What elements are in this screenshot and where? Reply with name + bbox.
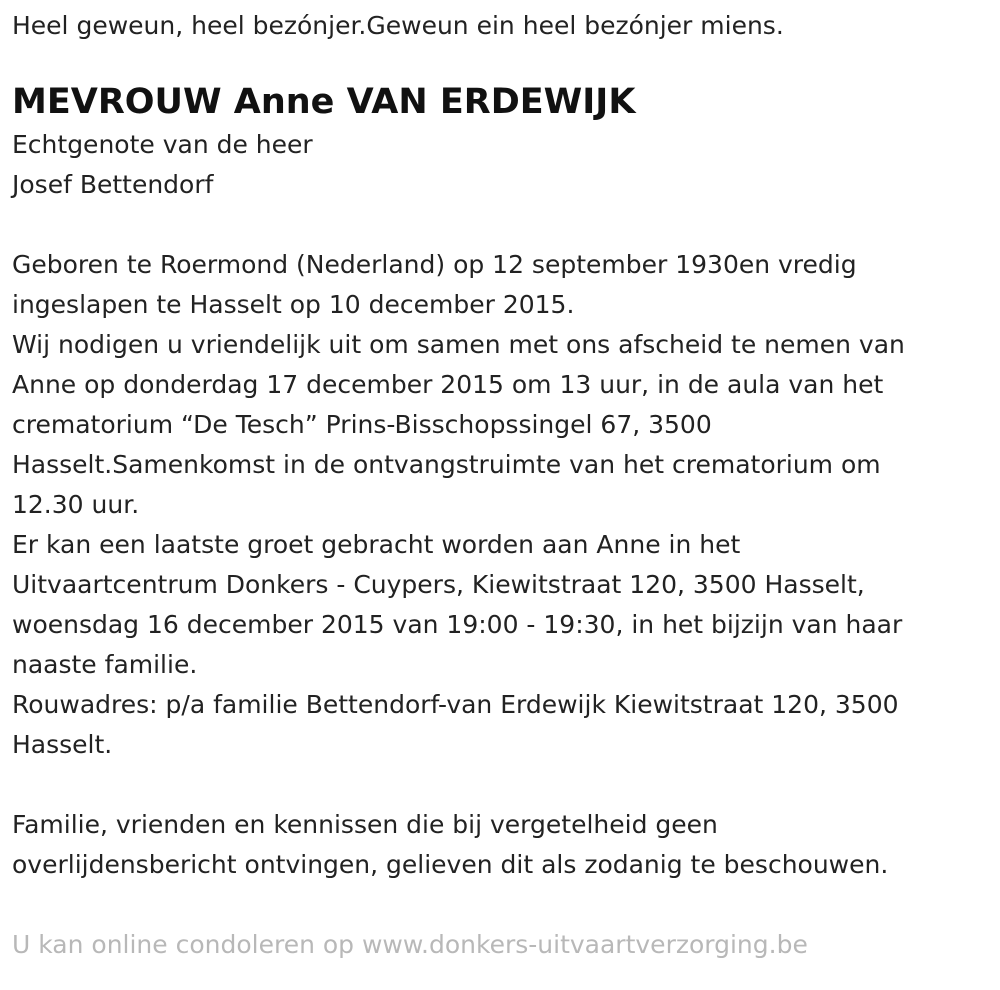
spacer <box>12 885 988 925</box>
body-line: ingeslapen te Hasselt op 10 december 2015. <box>12 290 575 319</box>
spouse-line-1: Echtgenote van de heer <box>12 130 313 159</box>
body-line: woensdag 16 december 2015 van 19:00 - 19:30, in het bijzijn van haar <box>12 610 903 639</box>
notice-line: overlijdensbericht ontvingen, gelieven dit als zodanig te beschouwen. <box>12 850 889 879</box>
spacer <box>12 205 988 245</box>
obituary-body <box>12 245 988 765</box>
body-line: Rouwadres: p/a familie Bettendorf-van Erdewijk Kiewitstraat 120, 3500 <box>12 690 899 719</box>
body-line: naaste familie. <box>12 650 198 679</box>
condolence-footer: U kan online condoleren op www.donkers-uitvaartverzorging.be <box>12 930 808 959</box>
body-line: Er kan een laatste groet gebracht worden aan Anne in het <box>12 530 741 559</box>
body-line: Anne op donderdag 17 december 2015 om 13 uur, in de aula van het <box>12 370 884 399</box>
body-line: crematorium “De Tesch” Prins-Bisschopssingel 67, 3500 <box>12 410 712 439</box>
body-line: 12.30 uur. <box>12 490 140 519</box>
motto-line: Heel geweun, heel bezónjer.Geweun ein heel bezónjer miens. <box>12 11 784 40</box>
spouse-line-2: Josef Bettendorf <box>12 170 214 199</box>
body-line: Wij nodigen u vriendelijk uit om samen met ons afscheid te nemen van <box>12 330 905 359</box>
deceased-name: MEVROUW Anne VAN ERDEWIJK <box>12 82 636 122</box>
spacer <box>12 765 988 805</box>
body-line: Hasselt. <box>12 730 113 759</box>
body-line: Geboren te Roermond (Nederland) op 12 september 1930en vredig <box>12 250 857 279</box>
notice-line: Familie, vrienden en kennissen die bij vergetelheid geen <box>12 810 718 839</box>
body-line: Uitvaartcentrum Donkers - Cuypers, Kiewitstraat 120, 3500 Hasselt, <box>12 570 865 599</box>
notice-paragraph <box>12 805 988 885</box>
body-line: Hasselt.Samenkomst in de ontvangstruimte van het crematorium om <box>12 450 881 479</box>
